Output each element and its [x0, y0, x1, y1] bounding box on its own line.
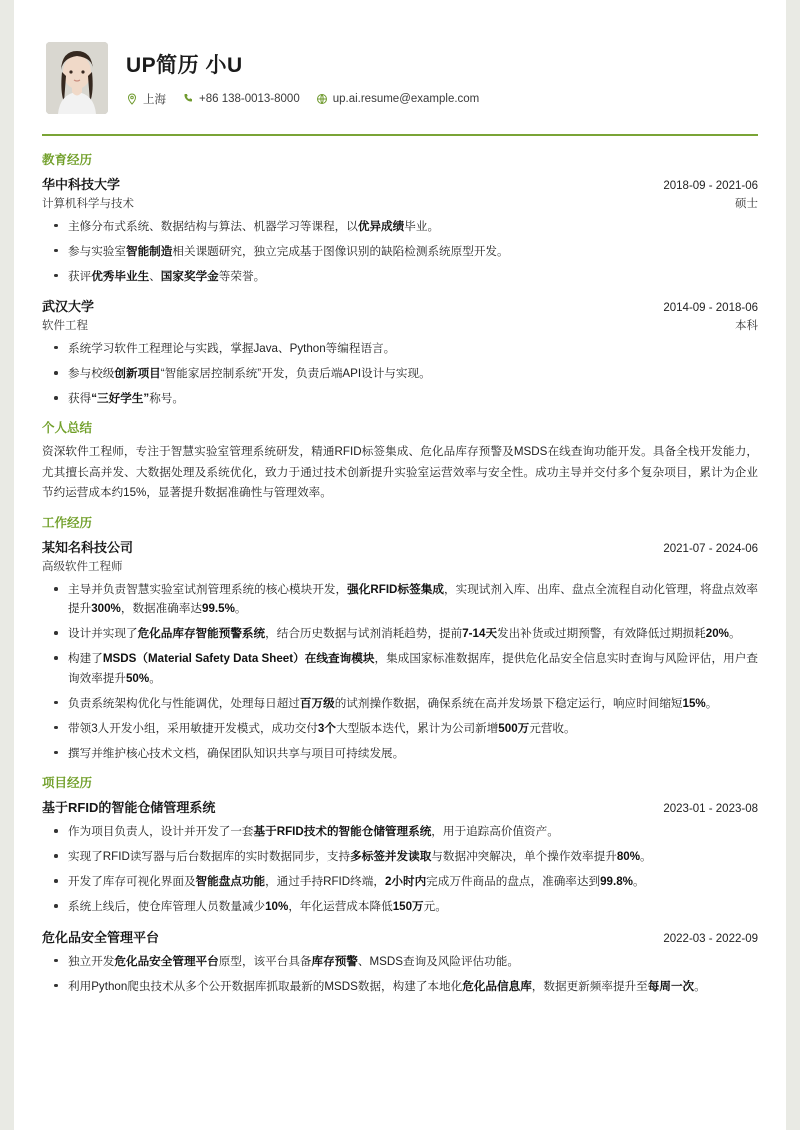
- work-company: 某知名科技公司: [42, 540, 134, 556]
- header-text: [126, 49, 754, 107]
- list-item: 系统学习软件工程理论与实践，掌握Java、Python等编程语言。: [42, 339, 758, 358]
- education-org: 武汉大学: [42, 298, 95, 314]
- list-item: 设计并实现了危化品库存智能预警系统，结合历史数据与试剂消耗趋势，提前7-14天发出补货或过期预警，有效降低过期损耗20%。: [42, 624, 758, 643]
- list-item: 利用Python爬虫技术从多个公开数据库抓取最新的MSDS数据，构建了本地化危化品信息库，数据更新频率提升至每周一次。: [42, 977, 758, 996]
- list-item: 主导并负责智慧实验室试剂管理系统的核心模块开发，强化RFID标签集成，实现试剂入库、出库、盘点全流程自动化管理，将盘点效率提升300%，数据准确率达99.5%。: [42, 580, 758, 618]
- list-item: 构建了MSDS（Material Safety Data Sheet）在线查询模块，集成国家标准数据库，提供危化品安全信息实时查询与风险评估，用户查询效率提升50%。: [42, 649, 758, 687]
- list-item: 作为项目负责人，设计并开发了一套基于RFID技术的智能仓储管理系统，用于追踪高价值资产。: [42, 822, 758, 841]
- section-summary: [42, 418, 758, 503]
- project-name: 危化品安全管理平台: [42, 929, 160, 945]
- section-work: [42, 513, 758, 763]
- section-title-work: 工作经历: [42, 516, 93, 531]
- list-item: 开发了库存可视化界面及智能盘点功能，通过手持RFID终端，2小时内完成万件商品的盘点，准确率达到99.8%。: [42, 872, 758, 891]
- project-date: 2022-03 - 2022-09: [663, 932, 758, 945]
- education-bullets: [42, 217, 758, 286]
- list-item: 参与校级创新项目“智能家居控制系统”开发，负责后端API设计与实现。: [42, 364, 758, 383]
- section-projects: [42, 773, 758, 996]
- list-item: 撰写并维护核心技术文档，确保团队知识共享与项目可持续发展。: [42, 744, 758, 763]
- project-name: 基于RFID的智能仓储管理系统: [42, 800, 216, 816]
- page-title: UP简历 小U: [126, 54, 243, 77]
- list-item: 参与实验室智能制造相关课题研究，独立完成基于图像识别的缺陷检测系统原型开发。: [42, 242, 758, 261]
- contact-email: [316, 93, 480, 105]
- contact-list: [126, 91, 754, 107]
- education-degree: 本科: [735, 319, 758, 332]
- summary-text: 资深软件工程师，专注于智慧实验室管理系统研发，精通RFID标签集成、危化品库存预警及MSDS在线查询功能开发。具备全栈开发能力，尤其擅长高并发、大数据处理及系统优化，致力于通过技术创新提升实验室运营效率与安全性。成功主导并交付多个复杂项目，累计为企业节约运营成本约15%，显著提升数据准确性与管理效率。: [42, 445, 758, 499]
- project-entry: [42, 927, 758, 996]
- work-role: 高级软件工程师: [42, 561, 123, 574]
- education-date: 2014-09 - 2018-06: [663, 301, 758, 314]
- list-item: 实现了RFID读写器与后台数据库的实时数据同步，支持多标签并发读取与数据冲突解决，单个操作效率提升80%。: [42, 847, 758, 866]
- education-org: 华中科技大学: [42, 176, 121, 192]
- education-bullets: [42, 339, 758, 408]
- work-date: 2021-07 - 2024-06: [663, 543, 758, 556]
- list-item: 获得“三好学生”称号。: [42, 389, 758, 408]
- education-entry: [42, 174, 758, 286]
- contact-phone-text: +86 138-0013-8000: [199, 93, 300, 105]
- list-item: 带领3人开发小组，采用敏捷开发模式，成功交付3个大型版本迭代，累计为公司新增500万元营收。: [42, 719, 758, 738]
- list-item: 系统上线后，使仓库管理人员数量减少10%，年化运营成本降低150万元。: [42, 897, 758, 916]
- contact-location-text: 上海: [143, 94, 166, 106]
- project-bullets: [42, 952, 758, 996]
- project-entry: [42, 797, 758, 917]
- education-major: 软件工程: [42, 319, 88, 332]
- list-item: 获评优秀毕业生、国家奖学金等荣誉。: [42, 267, 758, 286]
- education-entry: [42, 296, 758, 408]
- avatar: [46, 42, 108, 114]
- contact-phone: [182, 93, 300, 105]
- education-date: 2018-09 - 2021-06: [663, 179, 758, 192]
- header-divider: [42, 134, 758, 136]
- contact-email-text: up.ai.resume@example.com: [332, 93, 480, 105]
- project-bullets: [42, 822, 758, 917]
- list-item: 独立开发危化品安全管理平台原型，该平台具备库存预警、MSDS查询及风险评估功能。: [42, 952, 758, 971]
- work-entry: [42, 537, 758, 763]
- project-date: 2023-01 - 2023-08: [663, 803, 758, 816]
- section-title-projects: 项目经历: [42, 776, 93, 791]
- education-major: 计算机科学与技术: [42, 197, 134, 210]
- list-item: 负责系统架构优化与性能调优，处理每日超过百万级的试剂操作数据，确保系统在高并发场景下稳定运行，响应时间缩短15%。: [42, 694, 758, 713]
- education-degree: 硕士: [735, 197, 758, 210]
- contact-location: [126, 91, 166, 107]
- section-education: [42, 150, 758, 409]
- phone-icon: [182, 93, 194, 105]
- section-title-summary: 个人总结: [42, 421, 93, 436]
- globe-icon: [316, 93, 328, 105]
- work-bullets: [42, 580, 758, 763]
- resume-page: [14, 0, 786, 1130]
- list-item: 主修分布式系统、数据结构与算法、机器学习等课程，以优异成绩毕业。: [42, 217, 758, 236]
- location-pin-icon: [126, 93, 138, 105]
- resume-header: [42, 30, 758, 132]
- section-title-education: 教育经历: [42, 152, 93, 167]
